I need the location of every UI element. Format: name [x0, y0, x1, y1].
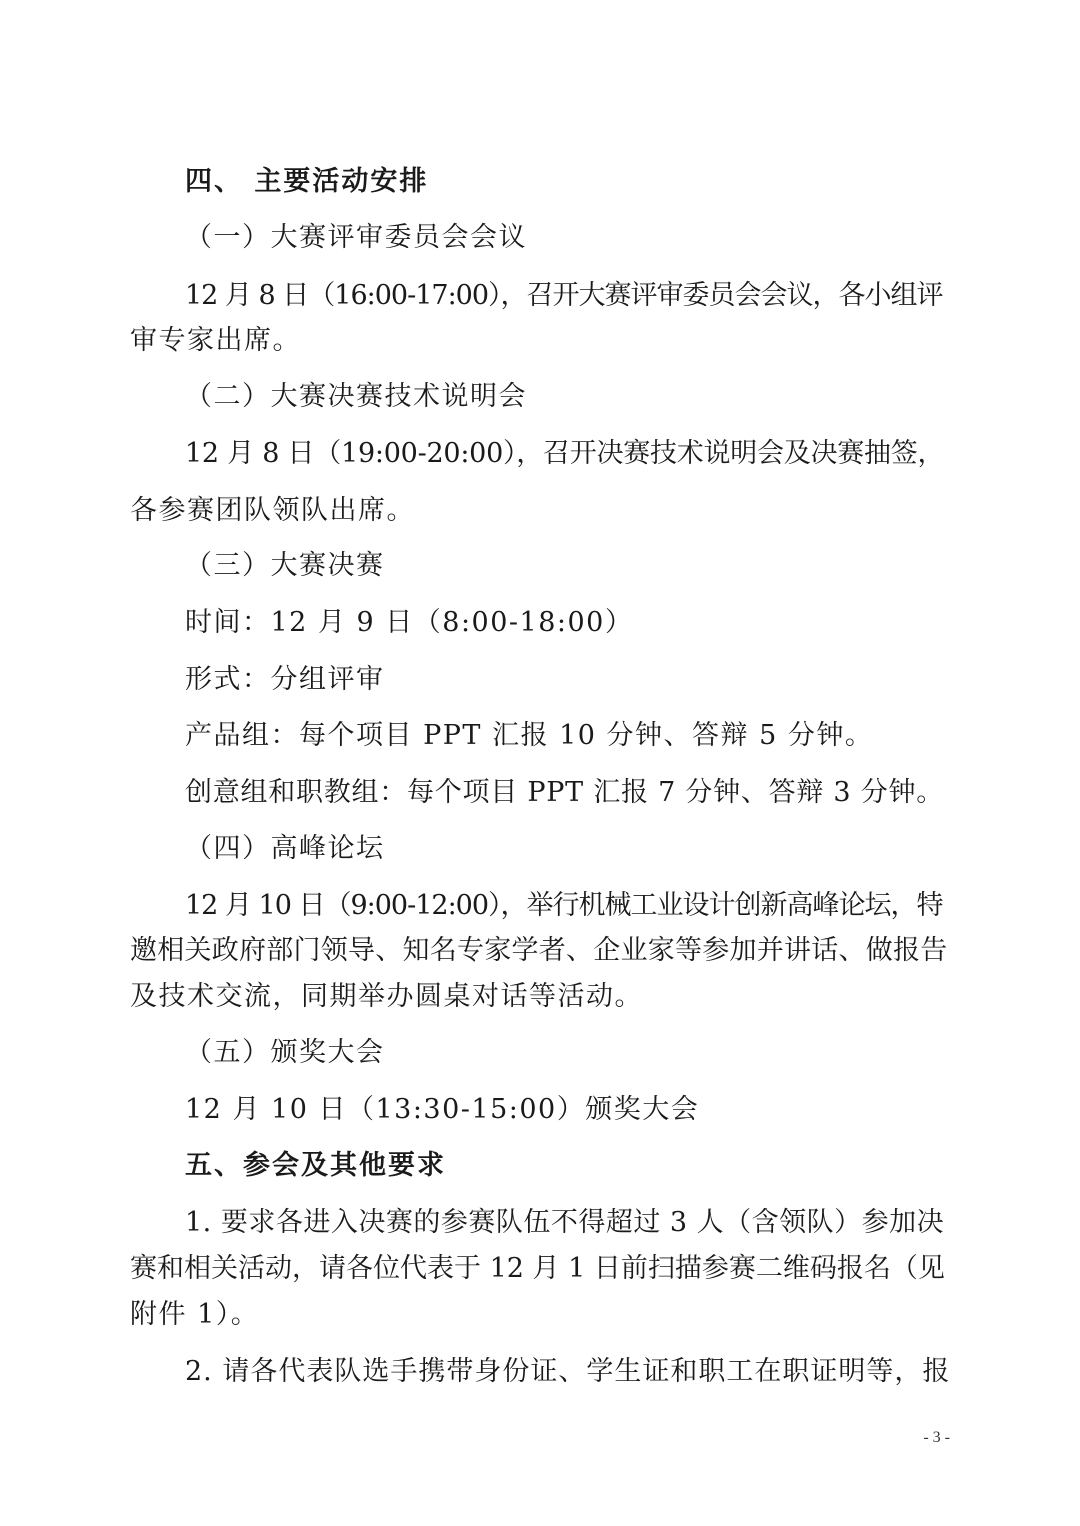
section-5-heading: 五、参会及其他要求 — [185, 1150, 446, 1181]
item-1-text-line-2: 审专家出席。 — [130, 325, 301, 356]
item-5-title: （五）颁奖大会 — [185, 1037, 385, 1068]
item-2-title: （二）大赛决赛技术说明会 — [185, 381, 527, 412]
requirement-1-line-2: 赛和相关活动，请各位代表于 12 月 1 日前扫描参赛二维码报名（见 — [130, 1253, 945, 1284]
item-3-product-group: 产品组：每个项目 PPT 汇报 10 分钟、答辩 5 分钟。 — [185, 720, 874, 751]
item-3-time: 时间：12 月 9 日（8:00-18:00） — [185, 607, 634, 638]
item-4-title: （四）高峰论坛 — [185, 833, 385, 864]
item-1-text-line-1: 12 月 8 日（16:00-17:00），召开大赛评审委员会会议，各小组评 — [185, 280, 943, 311]
item-4-text-line-2: 邀相关政府部门领导、知名专家学者、企业家等参加并讲话、做报告 — [130, 935, 948, 966]
item-1-title: （一）大赛评审委员会会议 — [185, 222, 527, 253]
section-4-heading: 四、 主要活动安排 — [185, 166, 429, 197]
requirement-2-line-1: 2. 请各代表队选手携带身份证、学生证和职工在职证明等，报 — [185, 1356, 951, 1387]
item-2-text-line-2: 各参赛团队领队出席。 — [130, 495, 415, 526]
page-number: - 3 - — [923, 1429, 950, 1446]
item-5-text-line-1: 12 月 10 日（13:30-15:00）颁奖大会 — [185, 1094, 700, 1125]
item-2-text-line-1: 12 月 8 日（19:00-20:00），召开决赛技术说明会及决赛抽签， — [185, 438, 945, 469]
item-3-form: 形式：分组评审 — [185, 664, 385, 695]
item-3-creative-group: 创意组和职教组：每个项目 PPT 汇报 7 分钟、答辩 3 分钟。 — [185, 777, 944, 808]
item-4-text-line-3: 及技术交流，同期举办圆桌对话等活动。 — [130, 981, 643, 1012]
requirement-1-line-1: 1. 要求各进入决赛的参赛队伍不得超过 3 人（含领队）参加决 — [185, 1207, 945, 1238]
item-3-title: （三）大赛决赛 — [185, 550, 385, 581]
requirement-1-line-3: 附件 1）。 — [130, 1299, 260, 1330]
item-4-text-line-1: 12 月 10 日（9:00-12:00），举行机械工业设计创新高峰论坛，特 — [185, 890, 943, 921]
